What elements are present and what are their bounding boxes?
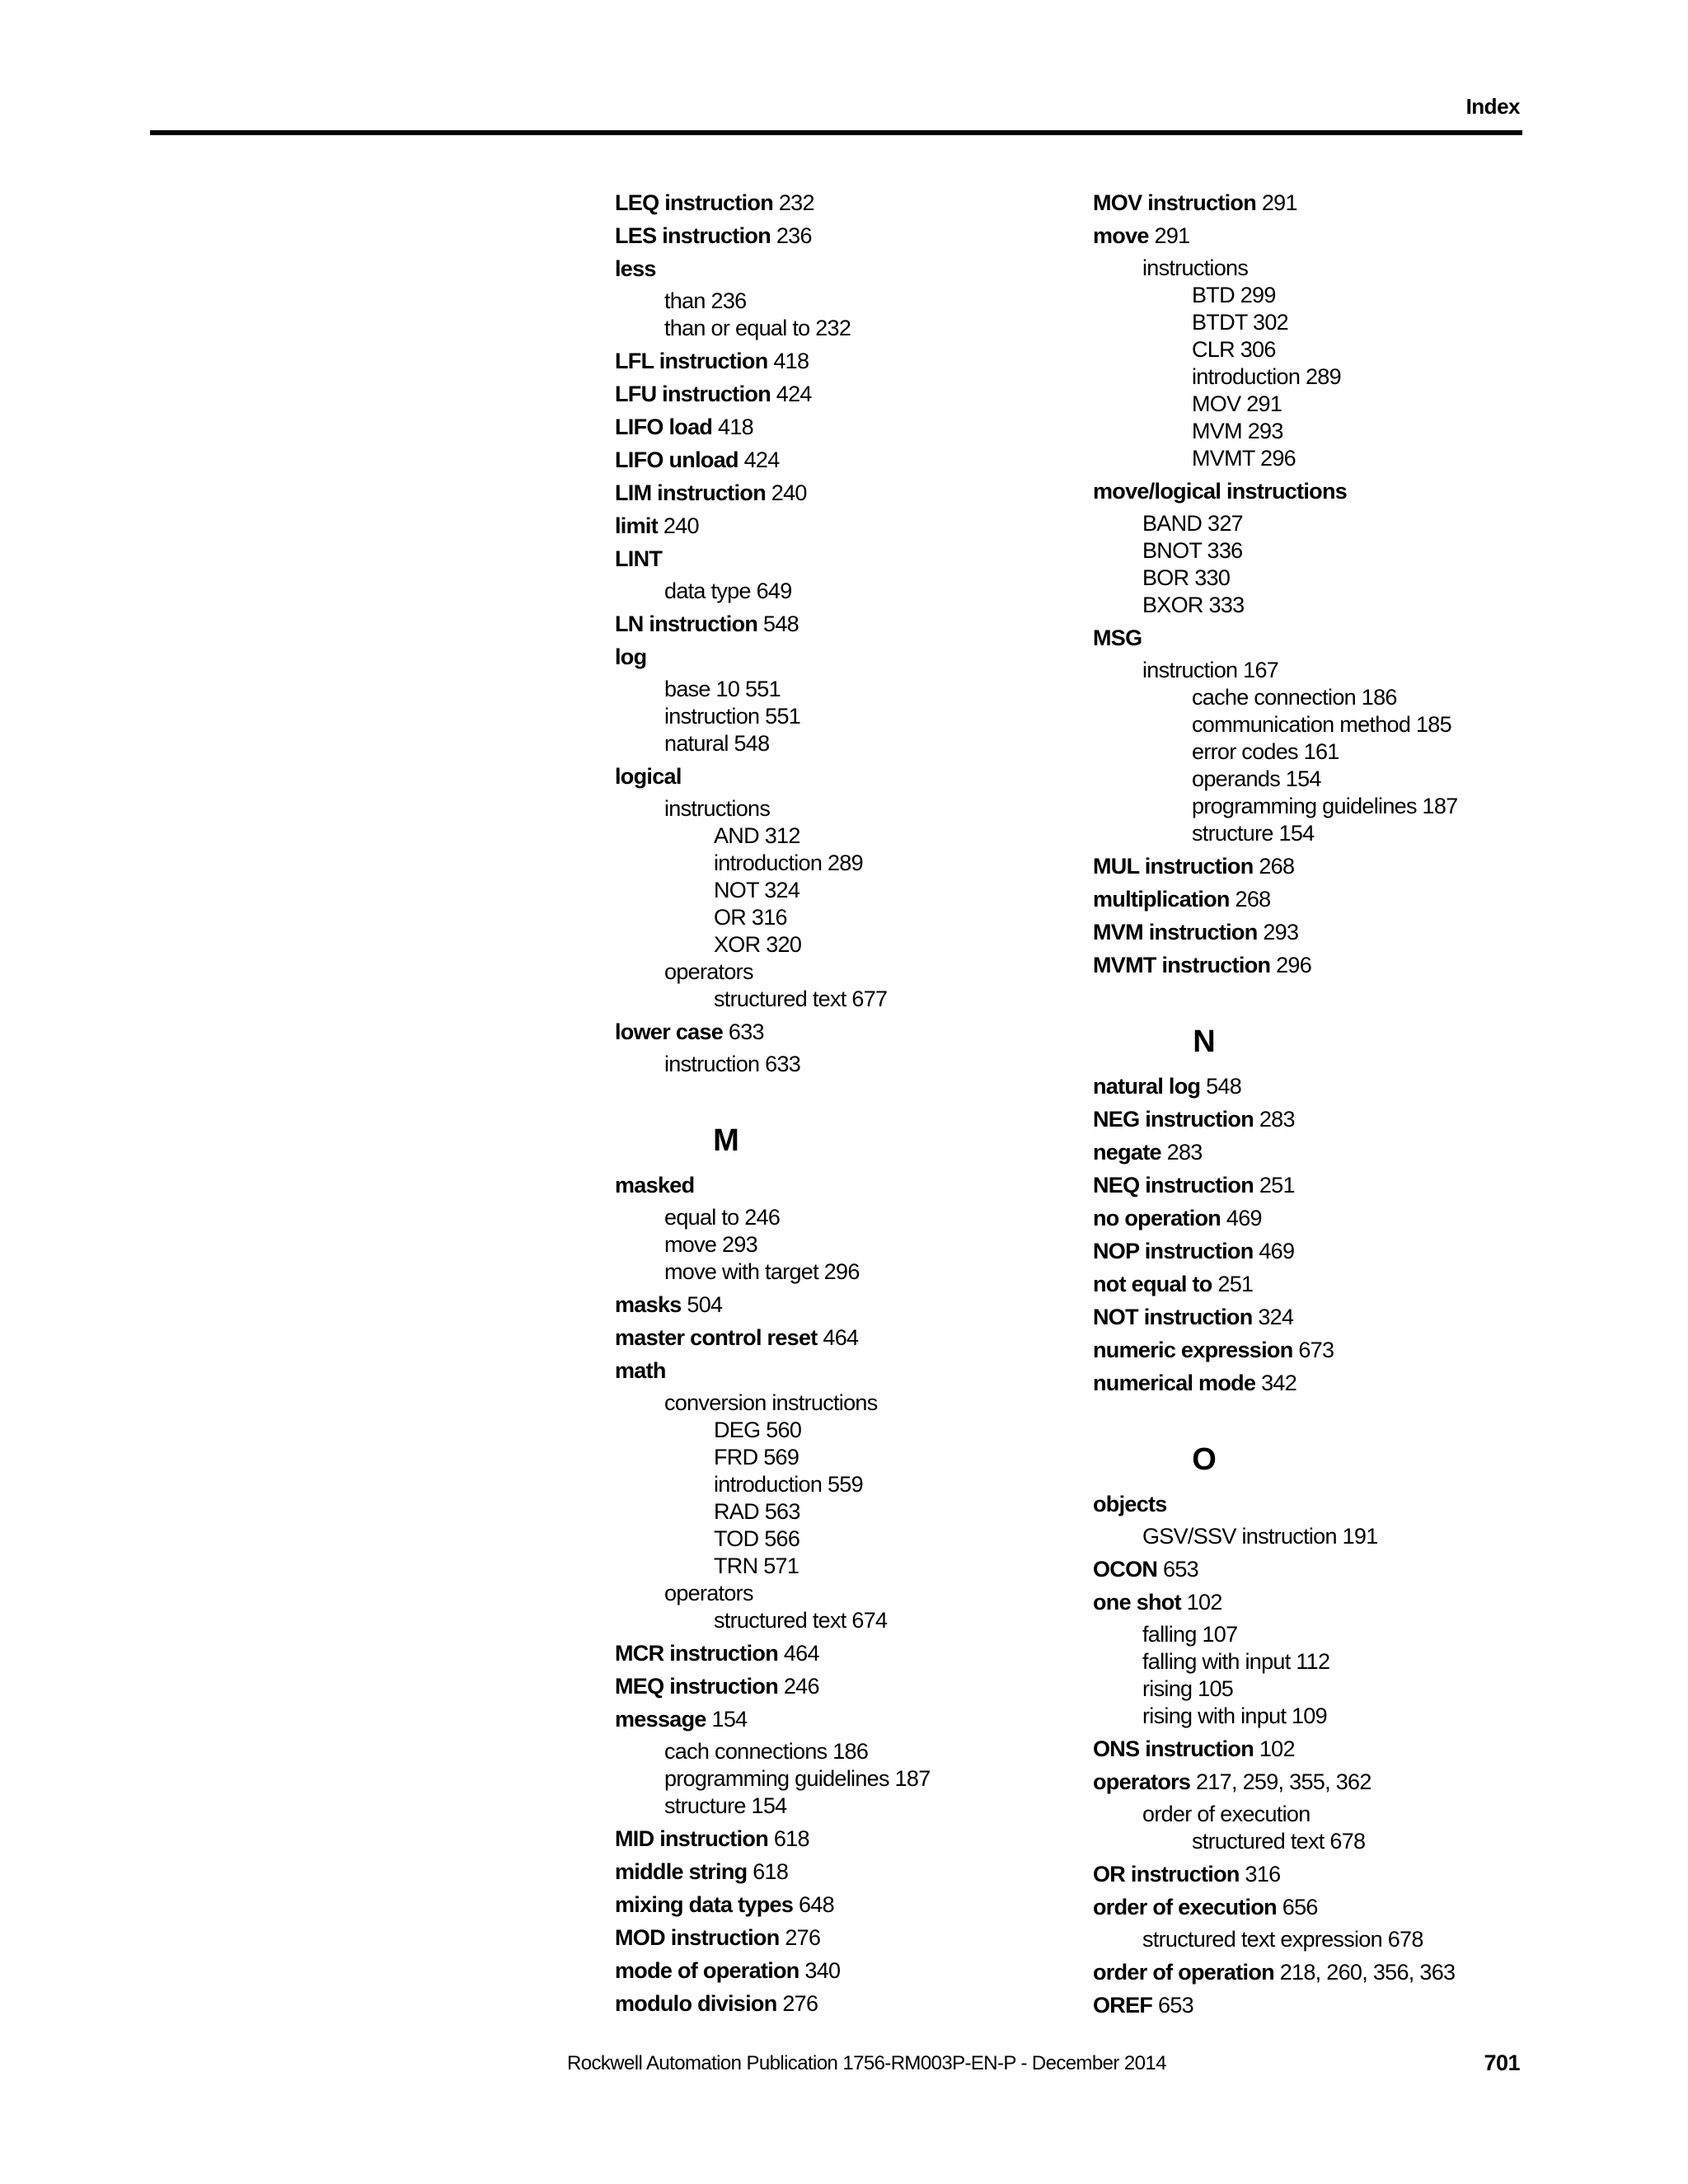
index-page-refs: 469 bbox=[1226, 1206, 1262, 1230]
index-term: message bbox=[615, 1707, 706, 1732]
index-term: numerical mode bbox=[1093, 1371, 1256, 1395]
index-subentry bbox=[615, 958, 1076, 986]
index-page-refs: 316 bbox=[1245, 1862, 1281, 1886]
index-entry bbox=[615, 1019, 1076, 1046]
index-term: operators bbox=[664, 959, 753, 984]
index-term: mode of operation bbox=[615, 1958, 799, 1983]
index-subentry bbox=[1093, 592, 1554, 619]
index-entry bbox=[615, 763, 1076, 790]
index-term: cache connection 186 bbox=[1192, 685, 1397, 710]
index-entry bbox=[615, 480, 1076, 507]
index-subentry bbox=[615, 1765, 1076, 1793]
index-term: MEQ instruction bbox=[615, 1674, 778, 1699]
index-term: NOT instruction bbox=[1093, 1305, 1253, 1329]
index-page-refs: 618 bbox=[753, 1859, 789, 1884]
index-term: MOV instruction bbox=[1093, 190, 1256, 215]
index-page-refs: 653 bbox=[1158, 1993, 1193, 2018]
index-entry bbox=[615, 348, 1076, 375]
index-subentry bbox=[615, 1471, 1076, 1498]
section-letter: O bbox=[1192, 1442, 1217, 1477]
index-entry bbox=[1093, 1556, 1554, 1583]
index-term: operators bbox=[664, 1581, 753, 1605]
index-entry bbox=[1093, 1992, 1554, 2019]
index-term: instruction 633 bbox=[664, 1052, 801, 1076]
index-entry bbox=[615, 611, 1076, 638]
index-term: TOD 566 bbox=[714, 1526, 800, 1551]
index-subentry bbox=[615, 676, 1076, 703]
index-term: LES instruction bbox=[615, 223, 771, 248]
index-entry bbox=[615, 1324, 1076, 1352]
index-term: one shot bbox=[1093, 1590, 1181, 1615]
index-term: masked bbox=[615, 1173, 695, 1197]
index-page-refs: 618 bbox=[773, 1826, 809, 1851]
index-term: numeric expression bbox=[1093, 1338, 1293, 1362]
index-term: than 236 bbox=[664, 288, 747, 313]
index-page-refs: 296 bbox=[1276, 953, 1312, 977]
index-entry bbox=[615, 1706, 1076, 1733]
index-page-refs: 504 bbox=[687, 1292, 723, 1317]
index-entry bbox=[1093, 1073, 1554, 1100]
index-entry bbox=[1093, 1139, 1554, 1166]
index-page-refs: 268 bbox=[1259, 854, 1295, 879]
index-term: middle string bbox=[615, 1859, 748, 1884]
index-subentry bbox=[615, 850, 1076, 877]
index-term: MID instruction bbox=[615, 1826, 768, 1851]
index-entry bbox=[615, 414, 1076, 441]
index-entry bbox=[615, 1990, 1076, 2018]
index-page-refs: 283 bbox=[1166, 1140, 1203, 1165]
index-term: conversion instructions bbox=[664, 1390, 878, 1415]
index-term: LIFO unload bbox=[615, 448, 738, 472]
index-subentry bbox=[1093, 738, 1554, 766]
index-page-refs: 154 bbox=[711, 1707, 748, 1732]
index-term: move with target 296 bbox=[664, 1259, 860, 1284]
index-subentry bbox=[1093, 255, 1554, 282]
index-entry bbox=[1093, 1271, 1554, 1298]
index-page-refs: 217, 259, 355, 362 bbox=[1196, 1769, 1372, 1794]
index-term: rising 105 bbox=[1142, 1676, 1234, 1701]
index-term: OR 316 bbox=[714, 905, 787, 930]
index-page-refs: 246 bbox=[783, 1674, 819, 1699]
index-page-refs: 673 bbox=[1298, 1338, 1334, 1362]
page-header-title: Index bbox=[1465, 94, 1520, 119]
index-subentry bbox=[1093, 1703, 1554, 1730]
index-subentry bbox=[1093, 766, 1554, 793]
index-term: BTDT 302 bbox=[1192, 310, 1288, 335]
index-term: instructions bbox=[664, 796, 771, 821]
index-subentry bbox=[1093, 711, 1554, 738]
index-subentry bbox=[615, 1607, 1076, 1634]
index-entry bbox=[1093, 1106, 1554, 1133]
index-term: cach connections 186 bbox=[664, 1739, 869, 1764]
index-entry bbox=[615, 1924, 1076, 1952]
index-subentry bbox=[1093, 1648, 1554, 1675]
index-subentry bbox=[615, 1526, 1076, 1553]
index-term: order of operation bbox=[1093, 1960, 1274, 1985]
index-term: MCR instruction bbox=[615, 1641, 778, 1666]
index-page-refs: 283 bbox=[1259, 1107, 1295, 1132]
index-subentry bbox=[615, 931, 1076, 958]
index-term: NEG instruction bbox=[1093, 1107, 1254, 1132]
index-term: DEG 560 bbox=[714, 1418, 802, 1442]
index-entry bbox=[615, 255, 1076, 283]
index-entry bbox=[615, 546, 1076, 573]
index-entry bbox=[1093, 1861, 1554, 1888]
index-term: NEQ instruction bbox=[1093, 1173, 1254, 1197]
index-term: equal to 246 bbox=[664, 1205, 781, 1230]
index-entry bbox=[1093, 1304, 1554, 1331]
index-subentry bbox=[615, 986, 1076, 1013]
index-page-refs: 648 bbox=[798, 1892, 834, 1917]
index-page-refs: 324 bbox=[1258, 1305, 1294, 1329]
index-term: mixing data types bbox=[615, 1892, 794, 1917]
index-term: LIM instruction bbox=[615, 480, 766, 505]
index-term: structured text expression 678 bbox=[1142, 1927, 1423, 1952]
index-term: introduction 559 bbox=[714, 1472, 863, 1497]
index-term: logical bbox=[615, 764, 682, 789]
index-page-refs: 424 bbox=[743, 448, 780, 472]
index-subentry bbox=[1093, 1801, 1554, 1828]
index-subentry bbox=[1093, 391, 1554, 418]
index-term: objects bbox=[1093, 1492, 1167, 1516]
index-term: move bbox=[1093, 223, 1149, 248]
index-term: falling 107 bbox=[1142, 1622, 1238, 1647]
index-page-refs: 633 bbox=[728, 1019, 764, 1044]
index-subentry bbox=[1093, 445, 1554, 472]
index-column-right bbox=[1093, 190, 1554, 2019]
index-page-refs: 232 bbox=[778, 190, 814, 215]
index-subentry bbox=[1093, 363, 1554, 391]
index-entry bbox=[1093, 190, 1554, 217]
section-letter: M bbox=[713, 1123, 739, 1158]
index-page-refs: 548 bbox=[1206, 1074, 1242, 1099]
index-subentry bbox=[1093, 510, 1554, 537]
index-column-left bbox=[615, 190, 1076, 2018]
index-term: MVMT instruction bbox=[1093, 953, 1271, 977]
index-page-refs: 291 bbox=[1261, 190, 1297, 215]
index-entry bbox=[1093, 625, 1554, 652]
index-term: OR instruction bbox=[1093, 1862, 1240, 1886]
index-subentry bbox=[1093, 684, 1554, 711]
index-subentry bbox=[1093, 1523, 1554, 1550]
index-term: LIFO load bbox=[615, 415, 713, 439]
index-entry bbox=[1093, 1370, 1554, 1397]
index-subentry bbox=[615, 1231, 1076, 1258]
index-subentry bbox=[1093, 565, 1554, 592]
index-page-refs: 464 bbox=[783, 1641, 819, 1666]
index-page-refs: 276 bbox=[782, 1991, 818, 2016]
index-subentry bbox=[615, 904, 1076, 931]
index-entry bbox=[1093, 1959, 1554, 1986]
index-subentry bbox=[615, 1580, 1076, 1607]
index-entry bbox=[1093, 1491, 1554, 1518]
footer-publication: Rockwell Automation Publication 1756-RM003P-EN-P - December 2014 bbox=[567, 2052, 1166, 2074]
index-term: LINT bbox=[615, 546, 663, 571]
index-page-refs: 251 bbox=[1259, 1173, 1295, 1197]
index-term: no operation bbox=[1093, 1206, 1221, 1230]
index-term: falling with input 112 bbox=[1142, 1649, 1330, 1674]
index-page-refs: 102 bbox=[1259, 1736, 1295, 1761]
index-entry bbox=[1093, 1205, 1554, 1232]
index-term: LFU instruction bbox=[615, 382, 771, 406]
index-term: structured text 674 bbox=[714, 1608, 888, 1633]
index-term: communication method 185 bbox=[1192, 712, 1451, 737]
index-entry bbox=[1093, 1769, 1554, 1796]
index-term: structured text 678 bbox=[1192, 1829, 1366, 1854]
index-term: instruction 167 bbox=[1142, 658, 1279, 682]
index-term: natural 548 bbox=[664, 731, 770, 756]
index-term: MVMT 296 bbox=[1192, 446, 1296, 471]
index-term: masks bbox=[615, 1292, 682, 1317]
index-term: TRN 571 bbox=[714, 1554, 799, 1578]
index-page-refs: 218, 260, 356, 363 bbox=[1279, 1960, 1456, 1985]
index-entry bbox=[1093, 1337, 1554, 1364]
index-term: programming guidelines 187 bbox=[1192, 794, 1458, 818]
index-term: MOV 291 bbox=[1192, 391, 1282, 416]
index-term: order of execution bbox=[1093, 1895, 1277, 1919]
index-term: modulo division bbox=[615, 1991, 777, 2016]
index-entry bbox=[1093, 853, 1554, 880]
index-subentry bbox=[615, 1051, 1076, 1078]
index-page-refs: 240 bbox=[771, 480, 807, 505]
index-term: RAD 563 bbox=[714, 1499, 800, 1524]
index-page-refs: 418 bbox=[718, 415, 753, 439]
index-term: AND 312 bbox=[714, 823, 800, 848]
index-term: MVM instruction bbox=[1093, 920, 1258, 944]
index-entry bbox=[1093, 919, 1554, 946]
index-term: operands 154 bbox=[1192, 766, 1321, 791]
index-term: XOR 320 bbox=[714, 932, 802, 957]
index-term: programming guidelines 187 bbox=[664, 1766, 931, 1791]
index-term: BOR 330 bbox=[1142, 565, 1231, 590]
index-subentry bbox=[615, 1390, 1076, 1417]
index-term: instructions bbox=[1142, 255, 1249, 280]
index-page-refs: 340 bbox=[804, 1958, 841, 1983]
index-term: CLR 306 bbox=[1192, 337, 1276, 362]
index-entry bbox=[1093, 1894, 1554, 1921]
index-subentry bbox=[1093, 309, 1554, 336]
index-subentry bbox=[615, 288, 1076, 315]
index-subentry bbox=[615, 1204, 1076, 1231]
index-term: FRD 569 bbox=[714, 1445, 799, 1469]
index-subentry bbox=[1093, 1926, 1554, 1953]
index-entry bbox=[615, 1825, 1076, 1853]
index-page-refs: 240 bbox=[663, 513, 699, 538]
index-subentry bbox=[615, 730, 1076, 757]
index-page-refs: 548 bbox=[763, 612, 799, 636]
index-subentry bbox=[1093, 282, 1554, 309]
index-page-refs: 293 bbox=[1263, 920, 1299, 944]
index-term: LFL instruction bbox=[615, 349, 768, 373]
index-term: introduction 289 bbox=[714, 851, 863, 875]
index-subentry bbox=[1093, 537, 1554, 565]
header-rule bbox=[150, 130, 1522, 135]
index-subentry bbox=[615, 795, 1076, 823]
index-subentry bbox=[615, 1498, 1076, 1526]
index-subentry bbox=[1093, 1828, 1554, 1855]
index-term: lower case bbox=[615, 1019, 724, 1044]
index-term: BXOR 333 bbox=[1142, 593, 1245, 617]
index-term: master control reset bbox=[615, 1325, 818, 1350]
index-term: OCON bbox=[1093, 1557, 1158, 1582]
index-term: instruction 551 bbox=[664, 704, 801, 729]
index-page-refs: 102 bbox=[1186, 1590, 1222, 1615]
index-entry bbox=[1093, 886, 1554, 913]
index-subentry bbox=[1093, 820, 1554, 847]
index-subentry bbox=[615, 578, 1076, 605]
index-term: MVM 293 bbox=[1192, 419, 1283, 443]
index-entry bbox=[1093, 223, 1554, 250]
index-entry bbox=[615, 223, 1076, 250]
index-term: NOP instruction bbox=[1093, 1239, 1254, 1263]
index-page-refs: 418 bbox=[773, 349, 809, 373]
index-term: MUL instruction bbox=[1093, 854, 1254, 879]
index-term: BTD 299 bbox=[1192, 283, 1276, 307]
index-entry bbox=[615, 447, 1076, 474]
index-term: not equal to bbox=[1093, 1272, 1212, 1296]
index-subentry bbox=[615, 703, 1076, 730]
index-entry bbox=[1093, 1589, 1554, 1616]
index-term: MOD instruction bbox=[615, 1925, 780, 1950]
index-page-refs: 656 bbox=[1282, 1895, 1318, 1919]
index-term: move/logical instructions bbox=[1093, 479, 1348, 504]
index-term: log bbox=[615, 644, 647, 669]
index-term: structure 154 bbox=[664, 1793, 787, 1818]
index-subentry bbox=[1093, 657, 1554, 684]
index-page-refs: 276 bbox=[785, 1925, 821, 1950]
index-page-refs: 342 bbox=[1261, 1371, 1297, 1395]
index-subentry bbox=[615, 877, 1076, 904]
index-term: operators bbox=[1093, 1769, 1191, 1794]
index-term: order of execution bbox=[1142, 1802, 1311, 1826]
index-entry bbox=[615, 513, 1076, 540]
index-term: math bbox=[615, 1358, 666, 1383]
index-subentry bbox=[1093, 336, 1554, 363]
footer-page-number: 701 bbox=[1484, 2050, 1520, 2075]
index-entry bbox=[1093, 952, 1554, 979]
index-page-refs: 464 bbox=[823, 1325, 859, 1350]
index-subentry bbox=[615, 823, 1076, 850]
index-term: limit bbox=[615, 513, 659, 538]
index-term: error codes 161 bbox=[1192, 739, 1339, 764]
index-term: less bbox=[615, 256, 656, 281]
index-entry bbox=[615, 1172, 1076, 1199]
index-entry bbox=[615, 1858, 1076, 1886]
index-term: natural log bbox=[1093, 1074, 1201, 1099]
index-entry bbox=[1093, 1736, 1554, 1763]
index-entry bbox=[615, 644, 1076, 671]
index-term: move 293 bbox=[664, 1232, 757, 1257]
index-page-refs: 251 bbox=[1217, 1272, 1254, 1296]
index-subentry bbox=[615, 1793, 1076, 1820]
index-term: structure 154 bbox=[1192, 821, 1315, 846]
index-page-refs: 236 bbox=[776, 223, 812, 248]
index-term: data type 649 bbox=[664, 579, 792, 603]
index-subentry bbox=[1093, 1621, 1554, 1648]
index-subentry bbox=[615, 1738, 1076, 1765]
index-entry bbox=[615, 1640, 1076, 1667]
index-subentry bbox=[1093, 793, 1554, 820]
index-entry bbox=[615, 190, 1076, 217]
index-term: base 10 551 bbox=[664, 677, 781, 701]
index-subentry bbox=[1093, 1675, 1554, 1703]
index-page-refs: 424 bbox=[776, 382, 812, 406]
index-term: negate bbox=[1093, 1140, 1161, 1165]
index-term: LN instruction bbox=[615, 612, 758, 636]
index-entry bbox=[1093, 1172, 1554, 1199]
index-term: ONS instruction bbox=[1093, 1736, 1254, 1761]
index-entry bbox=[615, 1673, 1076, 1700]
index-term: LEQ instruction bbox=[615, 190, 774, 215]
index-term: structured text 677 bbox=[714, 987, 888, 1011]
index-term: OREF bbox=[1093, 1993, 1153, 2018]
index-entry bbox=[615, 1891, 1076, 1919]
index-term: BAND 327 bbox=[1142, 511, 1243, 536]
index-term: BNOT 336 bbox=[1142, 538, 1243, 563]
index-entry bbox=[615, 1291, 1076, 1319]
index-entry bbox=[1093, 478, 1554, 505]
index-term: than or equal to 232 bbox=[664, 316, 851, 340]
index-subentry bbox=[615, 1258, 1076, 1286]
index-page-refs: 469 bbox=[1259, 1239, 1295, 1263]
index-entry bbox=[615, 1957, 1076, 1985]
index-term: NOT 324 bbox=[714, 878, 800, 902]
index-page-refs: 268 bbox=[1235, 887, 1271, 912]
index-entry bbox=[615, 381, 1076, 408]
index-term: introduction 289 bbox=[1192, 364, 1341, 389]
index-subentry bbox=[615, 1553, 1076, 1580]
index-subentry bbox=[615, 1417, 1076, 1444]
index-term: multiplication bbox=[1093, 887, 1230, 912]
index-subentry bbox=[615, 1444, 1076, 1471]
index-term: GSV/SSV instruction 191 bbox=[1142, 1524, 1378, 1549]
index-term: rising with input 109 bbox=[1142, 1704, 1327, 1728]
index-entry bbox=[1093, 1238, 1554, 1265]
index-term: MSG bbox=[1093, 626, 1142, 650]
index-subentry bbox=[1093, 418, 1554, 445]
index-subentry bbox=[615, 315, 1076, 342]
index-page-refs: 653 bbox=[1163, 1557, 1198, 1582]
section-letter: N bbox=[1193, 1024, 1216, 1059]
index-entry bbox=[615, 1357, 1076, 1385]
index-page-refs: 291 bbox=[1154, 223, 1190, 248]
